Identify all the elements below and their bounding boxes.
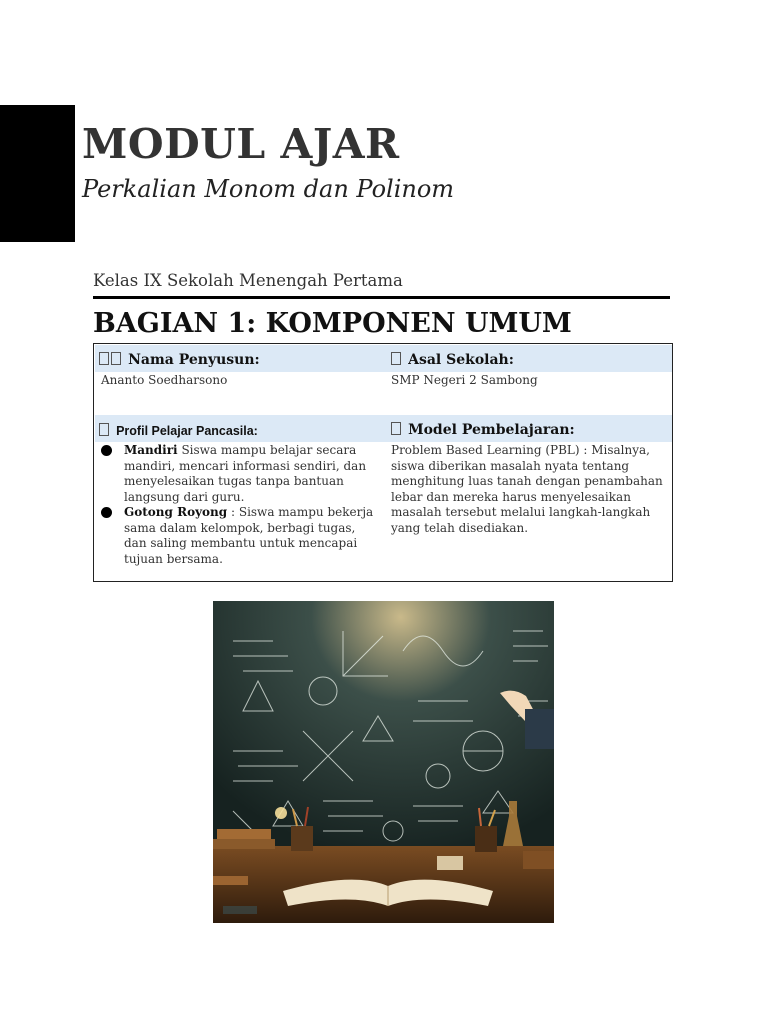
profile-description: Siswa mampu belajar secara mandiri, mencari informasi sendiri, dan menyelesaikan tugas tanpa bantuan langsung dari guru. [124, 443, 367, 504]
document-title: MODUL AJAR [82, 120, 400, 168]
profile-term: Gotong Royong [124, 505, 228, 519]
author-label-cell [99, 349, 260, 368]
decorative-black-bar [0, 105, 75, 242]
missing-glyph-icon [111, 352, 121, 365]
profile-label-cell [99, 420, 258, 439]
document-subtitle: Perkalian Monom dan Polinom [82, 175, 455, 203]
school-label: Asal Sekolah: [408, 352, 514, 368]
missing-glyph-icon [391, 352, 401, 365]
school-label-cell [391, 349, 514, 368]
profile-term: Mandiri [124, 443, 178, 457]
component-table [93, 343, 673, 582]
section-title: BAGIAN 1: KOMPONEN UMUM [93, 308, 572, 339]
bullet-icon [101, 445, 112, 456]
math-chalkboard-illustration [213, 601, 554, 923]
list-item [101, 505, 381, 567]
author-label: Nama Penyusun: [128, 352, 260, 368]
bullet-icon [101, 507, 112, 518]
model-label: Model Pembelajaran: [408, 422, 575, 438]
profile-list-cell [101, 443, 381, 567]
missing-glyph-icon [99, 352, 109, 365]
profile-list [101, 443, 381, 567]
list-item [101, 443, 381, 505]
model-value: Problem Based Learning (PBL) : Misalnya, siswa diberikan masalah nyata tentang menghitung luas tanah dengan penambahan lebar dan mereka harus menyelesaikan masalah tersebut melalui langkah-langkah yang telah disediakan. [391, 443, 663, 535]
profile-description: : Siswa mampu bekerja sama dalam kelompok, berbagi tugas, dan saling membantu untuk mencapai tujuan bersama. [124, 505, 374, 566]
profile-label: Profil Pelajar Pancasila: [116, 424, 258, 438]
model-label-cell [391, 419, 575, 438]
grade-line: Kelas IX Sekolah Menengah Pertama [93, 271, 403, 290]
school-value: SMP Negeri 2 Sambong [391, 373, 538, 387]
author-value: Ananto Soedharsono [101, 373, 228, 387]
horizontal-rule [93, 296, 670, 299]
missing-glyph-icon [99, 423, 109, 436]
missing-glyph-icon [391, 422, 401, 435]
